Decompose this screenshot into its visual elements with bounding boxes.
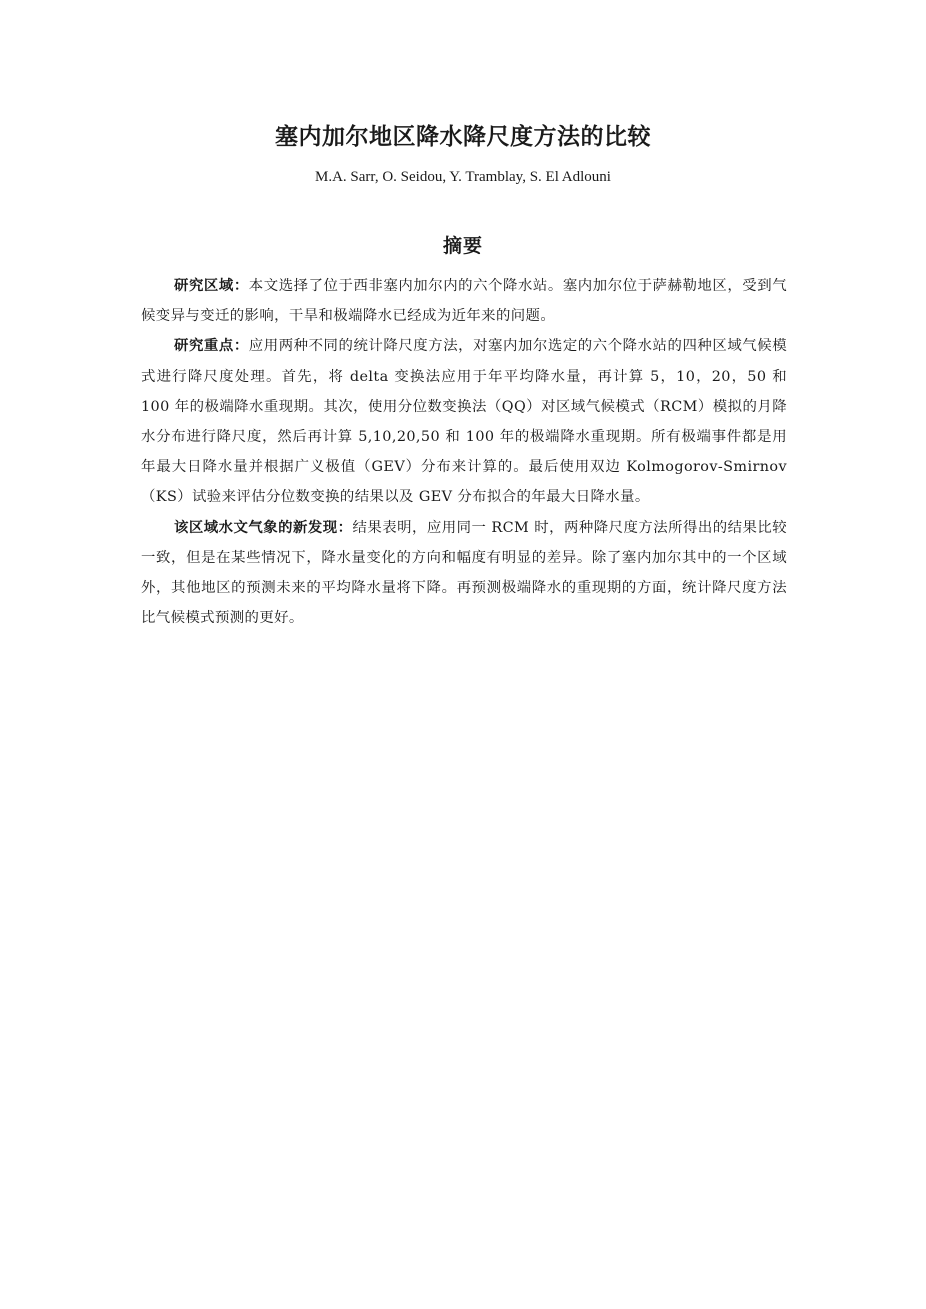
section-text: 本文选择了位于西非塞内加尔内的六个降水站。塞内加尔位于萨赫勒地区，受到气候变异与变迁的影响，干旱和极端降水已经成为近年来的问题。 bbox=[141, 278, 787, 325]
paper-title: 塞内加尔地区降水降尺度方法的比较 bbox=[275, 124, 651, 150]
abstract-heading: 摘要 bbox=[442, 235, 483, 257]
section-label: 研究重点： bbox=[174, 337, 249, 355]
abstract-paragraph-study-area bbox=[141, 271, 787, 331]
paper-authors: M.A. Sarr, O. Seidou, Y. Tramblay, S. El Adlouni bbox=[315, 169, 611, 185]
abstract-body bbox=[141, 271, 787, 633]
section-label: 该区域水文气象的新发现： bbox=[174, 518, 353, 536]
section-text: 结果表明，应用同一 RCM 时，两种降尺度方法所得出的结果比较一致，但是在某些情况下，降水量变化的方向和幅度有明显的差异。除了塞内加尔其中的一个区域外，其他地区的预测未来的平均降水量将下降。再预测极端降水的重现期的方面，统计降尺度方法比气候模式预测的更好。 bbox=[141, 519, 787, 627]
abstract-paragraph-new-insights bbox=[141, 513, 787, 634]
abstract-paragraph-study-focus bbox=[141, 331, 787, 512]
section-label: 研究区域： bbox=[174, 277, 249, 294]
section-text: 应用两种不同的统计降尺度方法，对塞内加尔选定的六个降水站的四种区域气候模式进行降尺度处理。首先，将 delta 变换法应用于年平均降水量，再计算 5，10，20，50 和 100 年的极端降水重现期。其次，使用分位数变换法（QQ）对区域气候模式（RCM）模拟的月降水分布进行降尺度，然后再计算 5,10,20,50 和 100 年的极端降水重现期。所有极端事件都是用年最大日降水量并根据广义极值（GEV）分布来计算的。最后使用双边 Kolmogorov-Smirnov（KS）试验来评估分位数变换的结果以及 GEV 分布拟合的年最大日降水量。 bbox=[141, 338, 787, 506]
